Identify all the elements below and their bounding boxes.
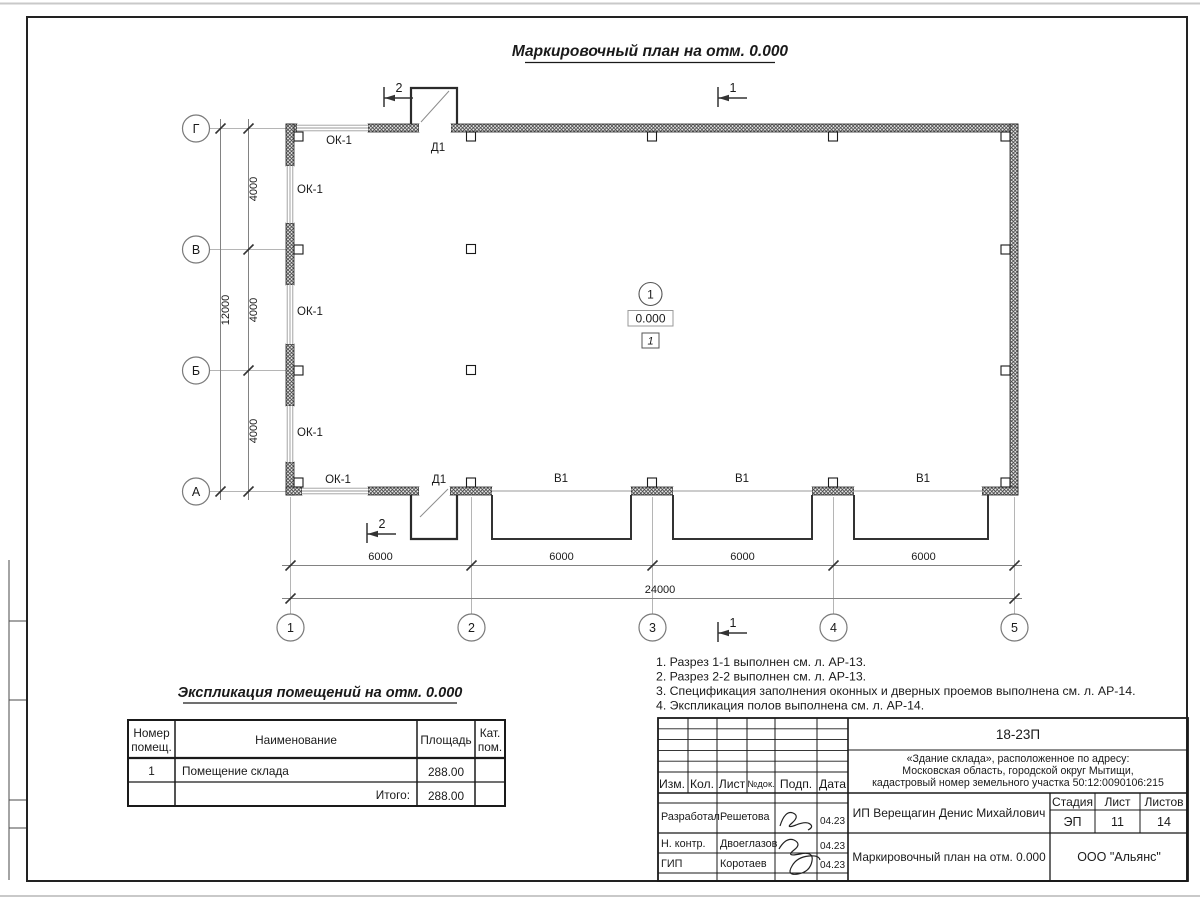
section-1-number: 1	[729, 81, 737, 95]
room-elevation: 0.000	[635, 311, 666, 326]
svg-text:4: 4	[830, 621, 837, 635]
dim-4000-2: 4000	[248, 297, 260, 323]
room-schedule	[128, 685, 505, 806]
schedule-col-area: Площадь	[420, 733, 472, 747]
door-swing-top	[421, 91, 449, 122]
section-mark-2-bottom	[367, 517, 396, 543]
schedule-total-row	[376, 788, 465, 803]
axis-col-4	[820, 614, 847, 641]
column	[829, 132, 838, 141]
client: ИП Верещагин Денис Михайлович	[852, 806, 1046, 820]
sheet-value: 11	[1111, 815, 1124, 829]
sheets-label: Листов	[1144, 795, 1184, 809]
signature-developer	[780, 813, 812, 830]
note-1: 1. Разрез 1-1 выполнен см. л. АР-13.	[656, 655, 867, 669]
svg-text:Б: Б	[191, 364, 201, 378]
dim-4000-1: 4000	[248, 176, 260, 202]
dim-6000-4: 6000	[911, 551, 936, 563]
dim-6000-2: 6000	[549, 551, 574, 563]
title-block-right	[852, 727, 1183, 864]
wall-segment	[286, 487, 302, 495]
column	[648, 132, 657, 141]
svg-text:3: 3	[649, 621, 656, 635]
col-doc: №док.	[747, 779, 775, 789]
label-window-left-3: ОК-1	[297, 427, 323, 439]
svg-text:А: А	[191, 485, 201, 499]
wall-segment	[368, 487, 419, 495]
column	[1001, 478, 1010, 487]
signer-date: 04.23	[819, 860, 846, 871]
dimension-ticks	[216, 124, 1020, 604]
column	[829, 478, 838, 487]
axis-row-g	[183, 115, 210, 142]
window-ok1-left-2	[286, 285, 294, 344]
stage-value: ЭП	[1063, 815, 1082, 829]
note-2: 2. Разрез 2-2 выполнен см. л. АР-13.	[656, 669, 867, 684]
column	[294, 478, 303, 487]
schedule-col-num-1: Номер	[133, 726, 170, 740]
dim-4000-3: 4000	[248, 418, 260, 444]
signer-row-developer	[661, 811, 845, 827]
plan-title	[512, 43, 789, 63]
note-3: 3. Спецификация заполнения оконных и дверных проемов выполнена см. л. АР-14.	[656, 684, 1136, 698]
label-window-left-2: ОК-1	[297, 306, 323, 318]
gate-openings	[492, 487, 982, 495]
svg-text:Г: Г	[192, 122, 200, 136]
window-ok1-bottom	[302, 487, 368, 495]
axis-row-a	[183, 478, 210, 505]
signer-role: Разработал	[661, 811, 720, 823]
gate-aprons	[492, 495, 988, 539]
schedule-row-num: 1	[148, 764, 155, 778]
axis-col-2	[458, 614, 485, 641]
signer-row-gip	[661, 858, 845, 871]
floor-type-mark: 1	[647, 335, 654, 348]
col-podp: Подп.	[779, 777, 813, 791]
vestibule-bottom	[411, 495, 457, 539]
section-2-number-bottom: 2	[378, 517, 386, 531]
dimension-texts	[220, 177, 936, 596]
wall-segment	[812, 487, 854, 495]
wall-segment	[451, 124, 1018, 132]
column	[1001, 245, 1010, 254]
wall-segment	[286, 344, 294, 406]
signer-date: 04.23	[819, 841, 846, 852]
left-stamp	[9, 560, 26, 880]
dim-6000-3: 6000	[730, 551, 755, 563]
schedule-row-area: 288.00	[427, 765, 465, 779]
vestibule-top	[411, 88, 457, 124]
column-interior	[467, 366, 476, 375]
svg-text:2: 2	[468, 621, 475, 635]
window-ok1-left-1	[286, 166, 294, 223]
axis-row-v	[183, 236, 210, 263]
column	[294, 245, 303, 254]
note-4: 4. Экспликация полов выполнена см. л. АР-14.	[656, 698, 925, 713]
label-window-bottom: ОК-1	[325, 474, 351, 486]
col-izm: Изм.	[658, 777, 686, 791]
axis-extension-lines	[210, 129, 1015, 614]
col-kol: Кол.	[689, 777, 715, 791]
notes	[656, 655, 1135, 713]
wall-segment	[982, 487, 1018, 495]
schedule-col-cat-2: пом.	[477, 740, 503, 754]
window-ok1-top	[297, 124, 368, 132]
signatures	[779, 813, 820, 875]
column	[294, 132, 303, 141]
svg-text:5: 5	[1011, 621, 1018, 635]
apron-3	[854, 495, 988, 539]
section-1-number-bottom: 1	[729, 616, 737, 630]
columns	[294, 132, 1010, 487]
wall-segment	[286, 223, 294, 285]
apron-2	[673, 495, 812, 539]
column	[1001, 366, 1010, 375]
axis-row-b	[183, 357, 210, 384]
column	[467, 478, 476, 487]
schedule-col-cat-1: Кат.	[479, 726, 501, 740]
address-line-1: «Здание склада», расположенное по адресу:	[906, 753, 1130, 765]
column-interior	[467, 245, 476, 254]
column	[294, 366, 303, 375]
schedule-total-value: 288.00	[427, 789, 465, 803]
column	[1001, 132, 1010, 141]
title-block-headers	[659, 777, 846, 791]
signer-name: Двоеглазов	[720, 838, 778, 850]
dimensions	[216, 119, 1023, 604]
wall-segment	[286, 124, 294, 166]
address-line-3: кадастровый номер земельного участка 50:12:0090106:215	[872, 777, 1164, 789]
room-marker	[628, 283, 673, 349]
signer-name: Коротаев	[720, 858, 767, 870]
schedule-total-label: Итого:	[375, 788, 410, 802]
signer-role: Н. контр.	[661, 838, 706, 850]
signer-role: ГИП	[661, 858, 683, 870]
floor-plan	[183, 81, 1029, 642]
wall-segment	[1010, 124, 1018, 495]
schedule-col-name: Наименование	[255, 733, 337, 747]
doc-number: 18-23П	[995, 727, 1041, 742]
label-gate-3: В1	[915, 473, 931, 485]
dim-6000-1: 6000	[368, 551, 393, 563]
svg-text:В: В	[191, 243, 201, 257]
schedule-title: Экспликация помещений на отм. 0.000	[177, 685, 463, 701]
column	[648, 478, 657, 487]
label-window-top: ОК-1	[326, 135, 352, 147]
address-line-2: Московская область, городской округ Мытищи,	[902, 765, 1134, 777]
axis-col-5	[1001, 614, 1028, 641]
section-mark-1-bottom	[718, 616, 747, 642]
gate-v1-2	[673, 487, 812, 495]
stage-label: Стадия	[1052, 795, 1093, 809]
walls	[286, 124, 1018, 495]
wall-segment	[631, 487, 673, 495]
section-mark-1-top	[718, 81, 747, 107]
signature-gip	[779, 839, 820, 874]
section-2-number: 2	[395, 81, 403, 95]
sheet-label: Лист	[1104, 795, 1131, 809]
column	[467, 132, 476, 141]
section-mark-2-top	[384, 81, 413, 107]
col-list: Лист	[718, 777, 746, 791]
label-window-left-1: ОК-1	[297, 184, 323, 196]
schedule-col-num-2: помещ.	[131, 740, 172, 754]
vestibules	[411, 88, 457, 539]
sheets-value: 14	[1157, 815, 1171, 829]
wall-segment	[368, 124, 419, 132]
schedule-table-text	[131, 726, 502, 803]
wall-segment	[450, 487, 492, 495]
gate-v1-3	[854, 487, 982, 495]
schedule-row-name: Помещение склада	[182, 764, 289, 778]
plan-title-text: Маркировочный план на отм. 0.000	[511, 43, 789, 60]
signer-row-ncontrol	[661, 838, 845, 852]
dim-12000: 12000	[220, 294, 232, 326]
door-d1-top-opening	[419, 124, 451, 132]
axis-col-1	[277, 614, 304, 641]
signer-name: Решетова	[720, 811, 770, 823]
title-block	[658, 718, 1188, 881]
axis-col-3	[639, 614, 666, 641]
signer-date: 04.23	[819, 816, 846, 827]
dimension-lines	[221, 119, 1023, 599]
window-ok1-left-3	[286, 406, 294, 462]
door-openings	[419, 124, 451, 495]
title-block-signature-rows	[661, 811, 845, 874]
company: ООО "Альянс"	[1077, 850, 1161, 864]
gate-v1-1	[492, 487, 631, 495]
drawing-title: Маркировочный план на отм. 0.000	[852, 850, 1046, 864]
label-door-bottom: Д1	[431, 474, 447, 486]
label-door-top: Д1	[430, 142, 446, 154]
plan-labels	[297, 135, 930, 486]
dim-24000: 24000	[644, 584, 676, 596]
apron-1	[492, 495, 631, 539]
label-gate-2: В1	[734, 473, 750, 485]
room-number: 1	[647, 287, 654, 302]
label-gate-1: В1	[553, 473, 569, 485]
svg-text:1: 1	[287, 621, 294, 635]
col-data: Дата	[819, 777, 846, 791]
